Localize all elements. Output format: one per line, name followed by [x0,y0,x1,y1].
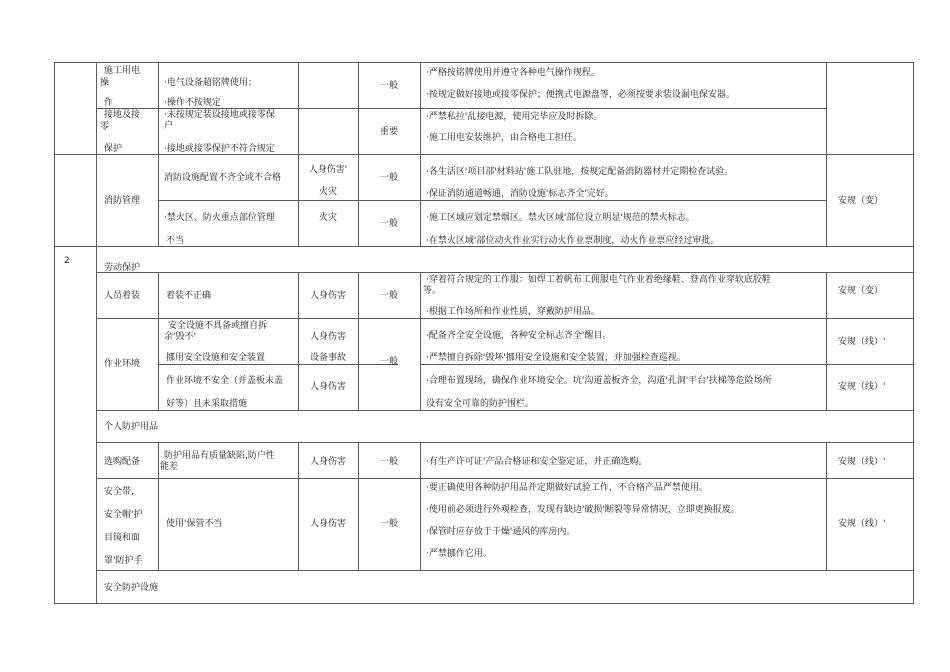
row-divider [96,318,914,319]
measure-text: ·严禁擅自拆除'毁坏'挪用安全设施和安全装置，并加强检查巡视。 [426,353,686,363]
measure-text: ·保管时应存放于干燥'通风的库房内。 [426,527,576,537]
row-divider [420,364,914,365]
hazard-text: 户 [164,121,174,131]
row-divider [96,478,914,479]
hazard-text: 挪用安全设施和安全装置 [166,353,266,363]
hazard-text: 不当 [166,236,185,246]
basis-text: 安规（线）' [838,382,886,392]
row-divider [96,442,914,443]
measure-text: ·有生产许可证'产品合格证和安全鉴定证，并正确选购。 [426,457,648,467]
measure-text: ·各生活区'项目部'材料站'施工队驻地，按规定配备消防器材并定期检查试验。 [426,167,734,177]
risk-level: 一般 [379,219,398,229]
row-divider [54,154,96,155]
measure-text: ·施工区域应划定禁烟区。禁火区域'部位设立明显'规范的禁火标志。 [426,213,695,223]
hazard-text: ·未按规定装设接地或接零保 [164,110,275,120]
measure-text: ·严禁私拉'乱接电源，使用完毕应及时拆除。 [426,112,603,122]
item-label: 罩'防护手 [104,556,143,566]
measure-text: ·施工用电安装维护，由合格电工担任。 [426,133,582,143]
measure-text: ·严禁挪作它用。 [426,549,492,559]
measure-text: ·严格按铭牌使用并遵守各种电气操作规程。 [426,68,600,78]
row-divider [96,272,914,273]
item-label: 消防管理 [104,196,141,206]
basis-text: 安规（线）' [838,337,886,347]
row-divider [96,410,914,411]
col-divider [826,442,827,570]
risk-level: 一般 [379,173,398,183]
hazard-text: 使用'保管不当 [166,519,223,529]
item-label: 保护 [104,144,123,154]
hazard-text: 能差 [160,462,179,472]
col-divider [158,442,159,570]
basis-text: 安规（变） [838,196,884,206]
risk-level: 一般 [379,291,398,301]
basis-text: 安规（线）' [838,519,886,529]
measure-text: ·根据工作场所和作业性质，穿戴防护用品。 [426,307,600,317]
row-divider [158,200,826,201]
risk-level: 一般 [379,457,398,467]
col-divider [96,62,97,603]
hazard-text: ·禁火区、防火重点部位管理 [164,213,275,223]
risk-text: 人身伤害 [309,332,346,342]
hazard-text: 安全设施不具备或擅自拆 [168,321,268,331]
hazard-text: 防护用品有质量缺陷,防户性 [164,451,275,461]
item-label: 零 [100,122,110,132]
measure-text: ·按规定做好接地或接零保护；便携式电源盘等，必须按要求装设漏电保安器。 [426,90,735,100]
risk-level: 一般 [379,357,398,367]
risk-text: 火灾 [318,187,337,197]
item-label: 接地及接 [104,110,141,120]
measure-text: ·保证消防通道畅通，消防设施'标志齐全'完好。 [426,189,614,199]
measure-text: 设有安全可靠的防护围栏。 [426,399,535,409]
row-divider [96,570,914,571]
section-title: 劳动保护 [104,263,141,273]
item-label: 安全帽'护 [104,510,143,520]
item-label: 人员着装 [104,291,141,301]
col-divider [913,62,914,603]
risk-level: 重要 [379,127,398,137]
risk-text: 人身伤害' [308,165,348,175]
item-label: 施工用电 [104,66,141,76]
risk-text: 人身伤害 [309,457,346,467]
risk-level: 一般 [379,81,398,91]
subsection-title: 安全防护设施 [104,583,159,593]
risk-text: 人身伤害 [309,291,346,301]
measure-text: ·配备齐全安全设施，各种安全标志齐全'醒目。 [426,331,612,341]
measure-text: 等。 [423,286,442,296]
item-label: 作业环境 [104,359,141,369]
hazard-text: 好等）且未采取措施 [166,399,248,409]
hazard-text: 着装不正确 [166,291,212,301]
col-divider [158,272,159,410]
measure-text: ·合理布置现场，确保作业环境安全。坑'沟道盖板齐全，沟道'孔洞'平台'扶梯等危险场所 [426,376,772,386]
row-divider [54,603,914,604]
hazard-text: ·操作不按规定 [164,98,221,108]
risk-text: 人身伤害 [309,382,346,392]
col-divider [420,272,421,410]
hazard-text: 消防设施配置不齐全或不合格 [164,173,282,183]
measure-text: ·在禁火区域'部位动火作业实行动火作业票制度，动火作业票应经过审批。 [426,236,720,246]
col-divider [420,62,421,246]
risk-text: 人身伤害 [309,519,346,529]
basis-text: 安规（线）' [838,457,886,467]
hazard-text: 余'毁不' [164,332,196,342]
row-divider [54,62,914,63]
hazard-text: ·电气设备超铭牌使用； [164,78,257,88]
item-label: 目镜和面 [104,533,141,543]
risk-text: 火灾 [318,213,337,223]
col-divider [826,272,827,410]
col-divider [420,442,421,570]
item-label: 作 [104,98,114,108]
risk-text: 设备事故 [309,353,346,363]
row-divider [826,154,914,155]
measure-text: ·使用前必须进行外观检查，发现有缺边'破损'断裂等异常情况，立即更换报废。 [426,505,740,515]
col-divider [826,62,827,246]
item-label: 操 [100,78,110,88]
subsection-title: 个人防护用品 [104,422,159,432]
section-number: 2 [64,256,70,266]
col-divider [158,62,159,246]
measure-text: ·穿着符合规定的工作服：如焊工着帆布工佣服电气作业着绝缘鞋、登高作业穿软底胶鞋 [426,275,771,285]
hazard-text: 作业环境不安全（并盖板未盖 [166,376,284,386]
risk-level: 一般 [379,519,398,529]
item-label: 安全带, [104,487,134,497]
item-label: 选购配备 [104,457,141,467]
basis-text: 安规（变） [838,286,884,296]
measure-text: ·要正确使用各种防护用品并定期做好试验工作，不合格产品严禁使用。 [426,483,708,493]
hazard-text: ·接地或接零保护不符合规定 [164,144,275,154]
col-divider [54,62,55,603]
